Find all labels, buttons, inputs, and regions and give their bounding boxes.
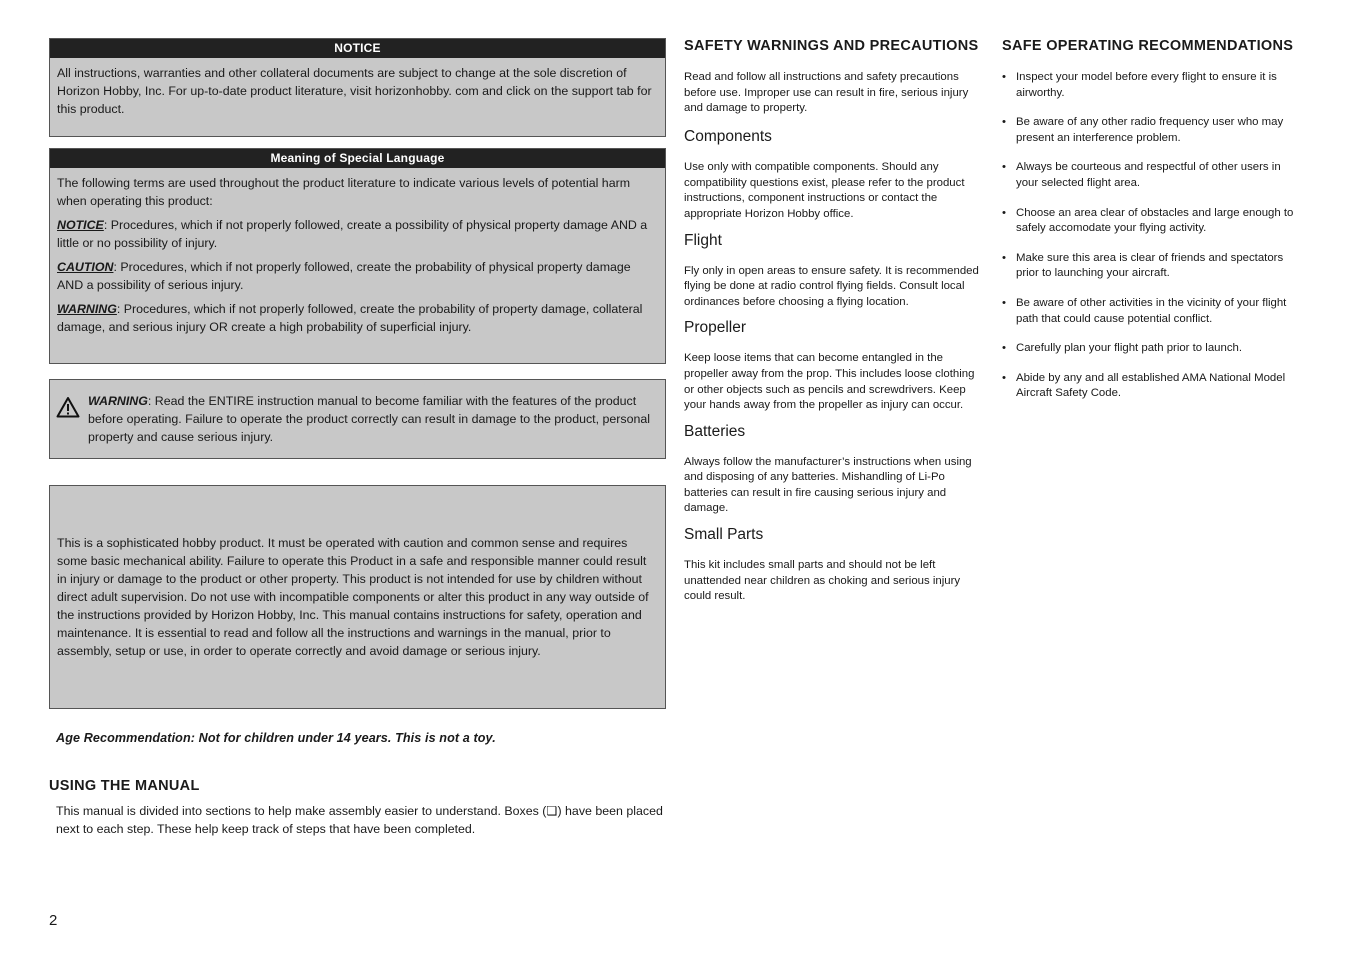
bullet-icon: • <box>1002 116 1006 129</box>
notice-box <box>49 38 666 137</box>
batteries-heading: Batteries <box>684 422 746 440</box>
list-item <box>1002 371 1298 402</box>
flight-text: Fly only in open areas to ensure safety. It is recommended flying be done at radio control flying fields. Consult local ordinances before choosing a flying location. <box>684 264 979 308</box>
bullet-icon: • <box>1002 251 1006 264</box>
term-label: WARNING <box>57 302 117 316</box>
page-number: 2 <box>49 912 58 929</box>
list-item-text: Be aware of other activities in the vicinity of your flight path that could cause potential conflict. <box>1016 296 1287 325</box>
safety-heading: SAFETY WARNINGS AND PRECAUTIONS <box>684 38 979 54</box>
list-item <box>1002 296 1298 327</box>
warning-body: : Read the ENTIRE instruction manual to become familiar with the features of the product before operating. Failure to operate the product correctly can result in damage to the product, personal property and cause serious injury. <box>88 394 651 444</box>
list-item-text: Always be courteous and respectful of other users in your selected flight area. <box>1016 161 1281 189</box>
right-column <box>1002 38 1298 416</box>
components-text: Use only with compatible components. Should any compatibility questions exist, please refer to the product instructions, component instructions or contact the appropriate Horizon Hobby office. <box>684 161 965 220</box>
safety-intro: Read and follow all instructions and safety precautions before use. Improper use can result in fire, serious injury and damage to property. <box>684 71 969 115</box>
bullet-icon: • <box>1002 296 1006 309</box>
notice-text: All instructions, warranties and other collateral documents are subject to change at the sole discretion of Horizon Hobby, Inc. For up-to-date product literature, visit horizonhobby. com and click on the support tab for this product. <box>57 66 652 116</box>
recommendation-list <box>1002 70 1298 402</box>
hobby-product-box <box>49 485 666 709</box>
list-item <box>1002 206 1298 237</box>
list-item-text: Abide by any and all established AMA National Model Aircraft Safety Code. <box>1016 371 1286 400</box>
term-definition: : Procedures, which if not properly followed, create the probability of property damage, collateral damage, and serious injury OR create a high probability of superficial injury. <box>57 302 643 334</box>
bullet-icon: • <box>1002 71 1006 83</box>
notice-body <box>50 58 665 134</box>
list-item <box>1002 160 1298 191</box>
list-item-text: Choose an area clear of obstacles and large enough to safely accomodate your flying activity. <box>1016 206 1294 235</box>
small-parts-text: This kit includes small parts and should not be left unattended near children as choking and serious injury could result. <box>684 559 961 603</box>
warning-text <box>88 392 657 446</box>
bullet-icon: • <box>1002 206 1006 219</box>
special-language-body <box>50 168 665 352</box>
term-notice <box>57 216 658 252</box>
batteries-text: Always follow the manufacturer’s instructions when using and disposing of any batteries. Mishandling of Li-Po batteries can result in fire causing serious injury and damage. <box>684 455 972 515</box>
components-heading: Components <box>684 128 772 146</box>
list-item <box>1002 341 1298 357</box>
term-warning <box>57 300 658 336</box>
warning-box <box>49 379 666 459</box>
using-manual-text: This manual is divided into sections to help make assembly easier to understand. Boxes (❏) have been placed next to each step. These help keep track of steps that have been completed. <box>56 804 663 836</box>
bullet-icon: • <box>1002 371 1006 384</box>
using-manual-heading: USING THE MANUAL <box>49 778 200 794</box>
list-item-text: Be aware of any other radio frequency user who may present an interference problem. <box>1016 116 1284 144</box>
notice-header: NOTICE <box>50 39 665 58</box>
safe-operating-heading: SAFE OPERATING RECOMMENDATIONS <box>1002 38 1294 54</box>
warning-triangle-icon <box>56 396 80 418</box>
special-language-intro: The following terms are used throughout the product literature to indicate various levels of potential harm when operating this product: <box>57 176 631 208</box>
bullet-icon: • <box>1002 342 1006 355</box>
hobby-product-text: This is a sophisticated hobby product. It must be operated with caution and common sense and requires some basic mechanical ability. Failure to operate this Product in a safe and responsible manner could result in injury or damage to the product or other property. This product is not intended for use by children without direct adult supervision. Do not use with incompatible components or alter this product in any way outside of the instructions provided by Horizon Hobby, Inc. This manual contains instructions for safety, operation and maintenance. It is essential to read and follow all the instructions and warnings in the manual, prior to assembly, setup or use, in order to operate correctly and avoid damage or serious injury. <box>57 536 649 658</box>
left-column <box>49 38 666 838</box>
age-recommendation: Age Recommendation: Not for children under 14 years. This is not a toy. <box>56 731 496 745</box>
term-caution <box>57 258 658 294</box>
special-language-box <box>49 148 666 364</box>
propeller-text: Keep loose items that can become entangled in the propeller away from the prop. This includes loose clothing or other objects such as pencils and screwdrivers. Keep your hands away from the propeller as injury can occur. <box>684 352 975 412</box>
middle-column <box>684 38 984 605</box>
flight-heading: Flight <box>684 231 722 249</box>
term-definition: : Procedures, which if not properly followed, create a possibility of physical property damage AND a little or no possibility of injury. <box>57 218 648 250</box>
term-label: CAUTION <box>57 260 114 274</box>
list-item-text: Inspect your model before every flight to ensure it is airworthy. <box>1016 71 1277 99</box>
list-item-text: Make sure this area is clear of friends and spectators prior to launching your aircraft. <box>1016 251 1284 280</box>
term-definition: : Procedures, which if not properly followed, create the probability of physical property damage AND a possibility of serious injury. <box>57 260 631 292</box>
propeller-heading: Propeller <box>684 319 747 337</box>
list-item <box>1002 70 1298 101</box>
bullet-icon: • <box>1002 161 1006 174</box>
term-label: NOTICE <box>57 218 104 232</box>
small-parts-heading: Small Parts <box>684 526 764 544</box>
special-language-header: Meaning of Special Language <box>50 149 665 168</box>
list-item-text: Carefully plan your flight path prior to launch. <box>1016 342 1243 355</box>
list-item <box>1002 251 1298 282</box>
list-item <box>1002 115 1298 146</box>
warning-term: WARNING <box>88 394 148 408</box>
